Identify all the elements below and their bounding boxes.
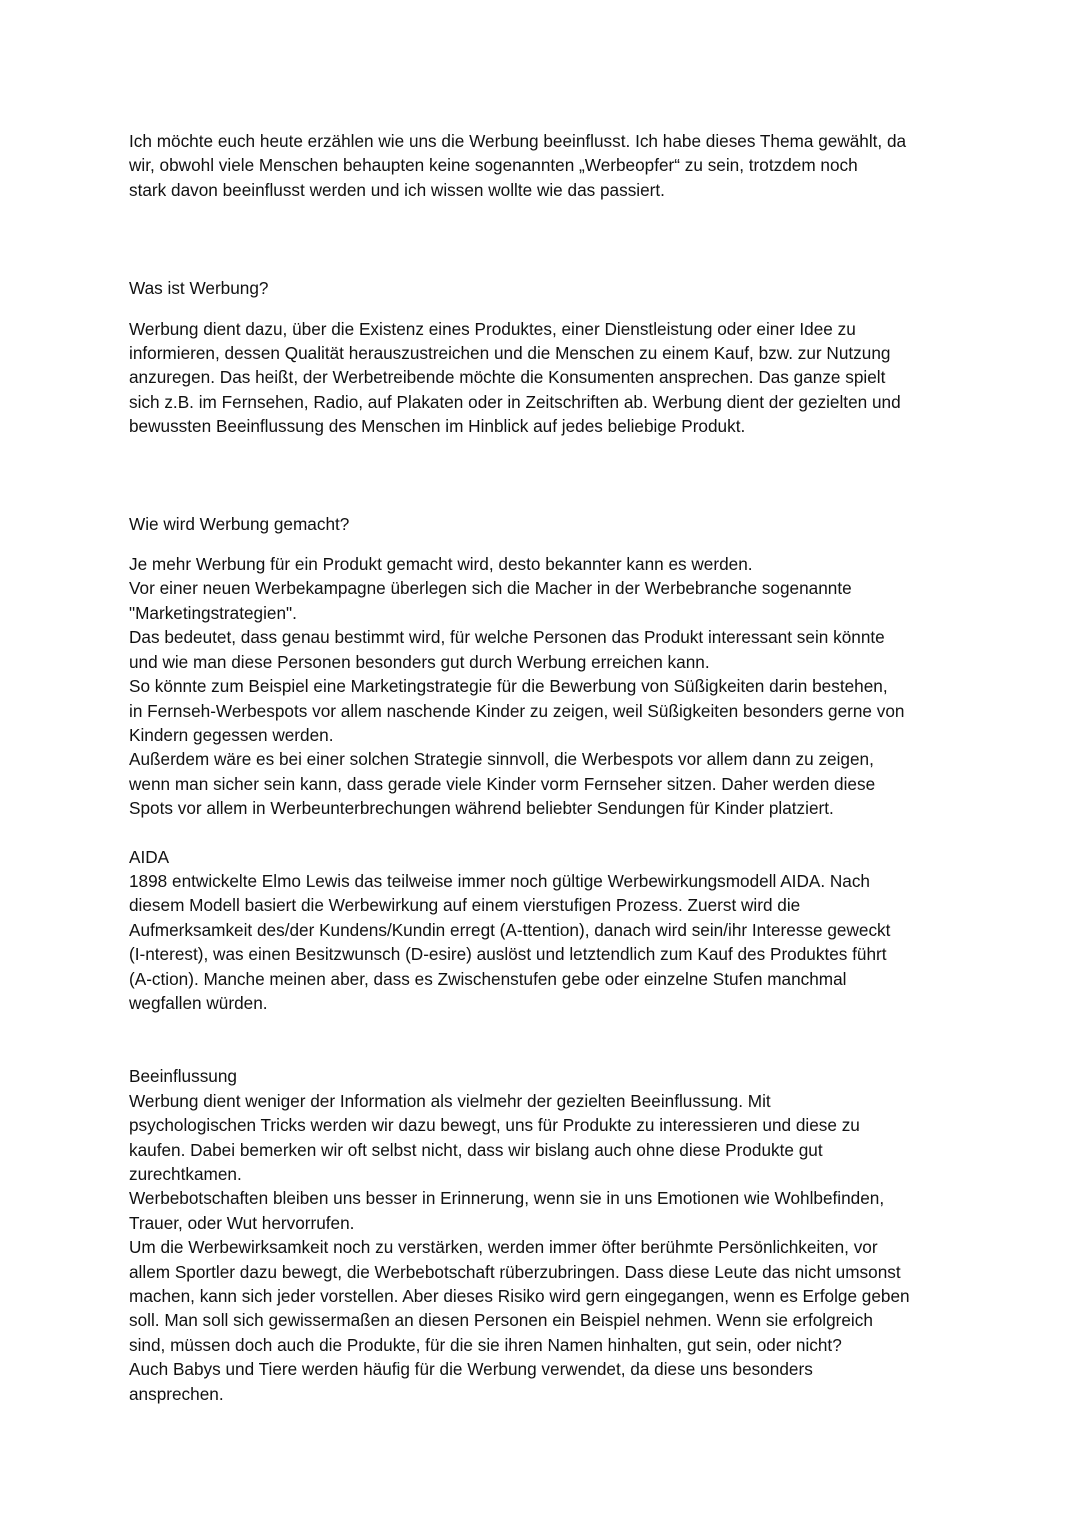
- paragraph-line: Je mehr Werbung für ein Produkt gemacht wird, desto bekannter kann es werden.: [129, 554, 753, 575]
- paragraph-line: Werbung dient dazu, über die Existenz eines Produktes, einer Dienstleistung oder einer Idee zu: [129, 318, 856, 339]
- paragraph-line: informieren, dessen Qualität herauszustreichen und die Menschen zu einem Kauf, bzw. zur Nutzung: [129, 343, 891, 364]
- paragraph-line: Trauer, oder Wut hervorrufen.: [129, 1212, 355, 1233]
- paragraph-line: allem Sportler dazu bewegt, die Werbebotschaft rüberzubringen. Dass diese Leute das nicht umsonst: [129, 1261, 901, 1282]
- paragraph-line: Vor einer neuen Werbekampagne überlegen sich die Macher in der Werbebranche sogenannte: [129, 578, 852, 599]
- paragraph-line: sind, müssen doch auch die Produkte, für die sie ihren Namen hinhalten, gut sein, oder nicht?: [129, 1334, 842, 1355]
- document-page: [129, 129, 959, 1406]
- paragraph-line: Aufmerksamkeit des/der Kundens/Kundin erregt (A-ttention), danach wird sein/ihr Interesse geweckt: [129, 919, 891, 940]
- paragraph-line: wenn man sicher sein kann, dass gerade viele Kinder vorm Fernseher sitzen. Daher werden diese: [129, 773, 876, 794]
- paragraph-line: anzuregen. Das heißt, der Werbetreibende möchte die Konsumenten ansprechen. Das ganze spielt: [129, 367, 886, 388]
- paragraph-aida: [129, 869, 959, 1015]
- heading-was-ist-werbung: Was ist Werbung?: [129, 278, 269, 299]
- paragraph-line: (I-nterest), was einen Besitzwunsch (D-esire) auslöst und letztendlich zum Kauf des Produktes führt: [129, 944, 887, 965]
- paragraph-line: diesem Modell basiert die Werbewirkung auf einem vierstufigen Prozess. Zuerst wird die: [129, 895, 801, 916]
- intro-line: wir, obwohl viele Menschen behaupten keine sogenannten „Werbeopfer“ zu sein, trotzdem noch: [129, 155, 858, 176]
- intro-paragraph: [129, 129, 959, 202]
- paragraph-line: "Marketingstrategien".: [129, 602, 297, 623]
- paragraph-wie-wird-werbung-gemacht: [129, 552, 959, 820]
- paragraph-line: Das bedeutet, dass genau bestimmt wird, für welche Personen das Produkt interessant sein könnte: [129, 627, 885, 648]
- paragraph-line: Spots vor allem in Werbeunterbrechungen während beliebter Sendungen für Kinder platziert.: [129, 798, 834, 819]
- paragraph-line: So könnte zum Beispiel eine Marketingstrategie für die Bewerbung von Süßigkeiten darin bestehen,: [129, 676, 888, 697]
- paragraph-line: in Fernseh-Werbespots vor allem naschende Kinder zu zeigen, weil Süßigkeiten besonders gerne von: [129, 700, 905, 721]
- heading-aida: AIDA: [129, 846, 170, 867]
- intro-line: Ich möchte euch heute erzählen wie uns die Werbung beeinflusst. Ich habe dieses Thema gewählt, da: [129, 131, 907, 151]
- paragraph-line: bewussten Beeinflussung des Menschen im Hinblick auf jedes beliebige Produkt.: [129, 416, 746, 437]
- paragraph-line: wegfallen würden.: [129, 992, 268, 1013]
- paragraph-line: (A-ction). Manche meinen aber, dass es Zwischenstufen gebe oder einzelne Stufen manchmal: [129, 968, 847, 989]
- paragraph-beeinflussung: [129, 1089, 959, 1406]
- paragraph-line: Um die Werbewirksamkeit noch zu verstärken, werden immer öfter berühmte Persönlichkeiten, vor: [129, 1237, 878, 1258]
- paragraph-line: 1898 entwickelte Elmo Lewis das teilweise immer noch gültige Werbewirkungsmodell AIDA. Nach: [129, 870, 870, 891]
- paragraph-line: und wie man diese Personen besonders gut durch Werbung erreichen kann.: [129, 651, 710, 672]
- heading-beeinflussung: Beeinflussung: [129, 1066, 237, 1087]
- paragraph-line: Kindern gegessen werden.: [129, 724, 334, 745]
- heading-wie-wird-werbung-gemacht: Wie wird Werbung gemacht?: [129, 513, 350, 534]
- paragraph-line: Außerdem wäre es bei einer solchen Strategie sinnvoll, die Werbespots vor allem dann zu zeigen,: [129, 749, 874, 770]
- paragraph-line: psychologischen Tricks werden wir dazu bewegt, uns für Produkte zu interessieren und diese zu: [129, 1115, 860, 1136]
- paragraph-was-ist-werbung: [129, 317, 959, 439]
- paragraph-line: sich z.B. im Fernsehen, Radio, auf Plakaten oder in Zeitschriften ab. Werbung dient der gezielten und: [129, 391, 901, 412]
- paragraph-line: Werbebotschaften bleiben uns besser in Erinnerung, wenn sie in uns Emotionen wie Wohlbefinden,: [129, 1188, 885, 1209]
- paragraph-line: soll. Man soll sich gewissermaßen an diesen Personen ein Beispiel nehmen. Wenn sie erfolgreich: [129, 1310, 873, 1331]
- intro-line: stark davon beeinflusst werden und ich wissen wollte wie das passiert.: [129, 179, 665, 200]
- paragraph-line: Auch Babys und Tiere werden häufig für die Werbung verwendet, da diese uns besonders: [129, 1359, 813, 1380]
- paragraph-line: zurechtkamen.: [129, 1164, 242, 1184]
- paragraph-line: ansprechen.: [129, 1383, 224, 1404]
- paragraph-line: machen, kann sich jeder vorstellen. Aber dieses Risiko wird gern eingegangen, wenn es Erfolge geben: [129, 1286, 910, 1307]
- paragraph-line: kaufen. Dabei bemerken wir oft selbst nicht, dass wir bislang auch ohne diese Produkte gut: [129, 1139, 823, 1160]
- paragraph-line: Werbung dient weniger der Information als vielmehr der gezielten Beeinflussung. Mit: [129, 1090, 771, 1111]
